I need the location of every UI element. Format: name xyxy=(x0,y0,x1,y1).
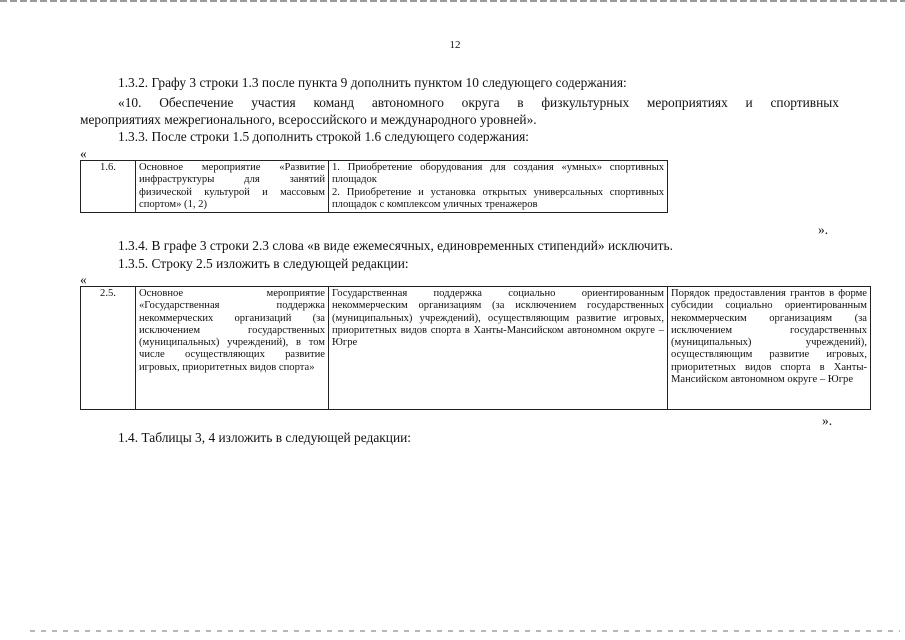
procedure-text: Порядок предоставления грантов в форме субсидии социально ориентированным некоммерческим организациям (за исключением государственных (муниципальных) учреждений), осуществляющим развитие игровых, приоритетных видов спорта в Ханты-Мансийском автономном округе – Югре xyxy=(671,288,867,386)
event-cell xyxy=(136,161,329,213)
table-row-1-6 xyxy=(80,160,668,213)
support-text: Государственная поддержка социально ориентированным некоммерческим организациям (за исключением государственных (муниципальных) учреждений), осуществляющим развитие игровых, приоритетных видов спорта в Ханты-Мансийском автономном округе – Югре xyxy=(332,288,664,349)
open-quote-table-1-6: « xyxy=(80,146,87,161)
table-row-2-5 xyxy=(80,286,871,410)
paragraph-1-3-5: 1.3.5. Строку 2.5 изложить в следующей редакции: xyxy=(118,256,409,271)
items-cell xyxy=(329,161,668,213)
procedure-cell xyxy=(668,287,871,410)
event-text: Основное мероприятие «Государственная поддержка некоммерческих организаций (за исключением государственных (муниципальных) учреждений), в том числе осуществляющих развитие игровых, приоритетных видов спорта» xyxy=(139,288,325,373)
paragraph-1-3-3: 1.3.3. После строки 1.5 дополнить строкой 1.6 следующего содержания: xyxy=(118,129,530,144)
page-number: 12 xyxy=(449,39,461,51)
event-cell xyxy=(136,287,329,410)
table-row xyxy=(81,287,871,410)
quote-item-10-line-2: мероприятиях межрегионального, всероссийского и международного уровней». xyxy=(80,112,537,127)
item-1: 1. Приобретение оборудования для создания «умных» спортивных площадок xyxy=(332,162,664,186)
close-quote-table-2-5: ». xyxy=(822,413,833,428)
paragraph-1-3-4: 1.3.4. В графе 3 строки 2.3 слова «в виде ежемесячных, единовременных стипендий» исключить. xyxy=(118,238,673,253)
row-number: 2.5. xyxy=(81,287,136,410)
scan-edge-top xyxy=(0,0,905,2)
event-text: Основное мероприятие «Развитие инфраструктуры для занятий физической культурой и массовым спортом» (1, 2) xyxy=(139,162,325,210)
table-row xyxy=(81,161,668,213)
paragraph-1-3-2: 1.3.2. Графу 3 строки 1.3 после пункта 9 дополнить пунктом 10 следующего содержания: xyxy=(118,75,627,90)
scan-edge-bottom xyxy=(30,630,900,632)
row-number: 1.6. xyxy=(81,161,136,213)
support-cell xyxy=(329,287,668,410)
open-quote-table-2-5: « xyxy=(80,272,87,287)
quote-item-10-line-1: «10. Обеспечение участия команд автономного округа в физкультурных мероприятиях и спортивных xyxy=(118,95,839,110)
close-quote-table-1-6: ». xyxy=(818,222,829,237)
item-2: 2. Приобретение и установка открытых универсальных спортивных площадок с комплексом уличных тренажеров xyxy=(332,186,664,210)
paragraph-1-4: 1.4. Таблицы 3, 4 изложить в следующей редакции: xyxy=(118,430,412,445)
